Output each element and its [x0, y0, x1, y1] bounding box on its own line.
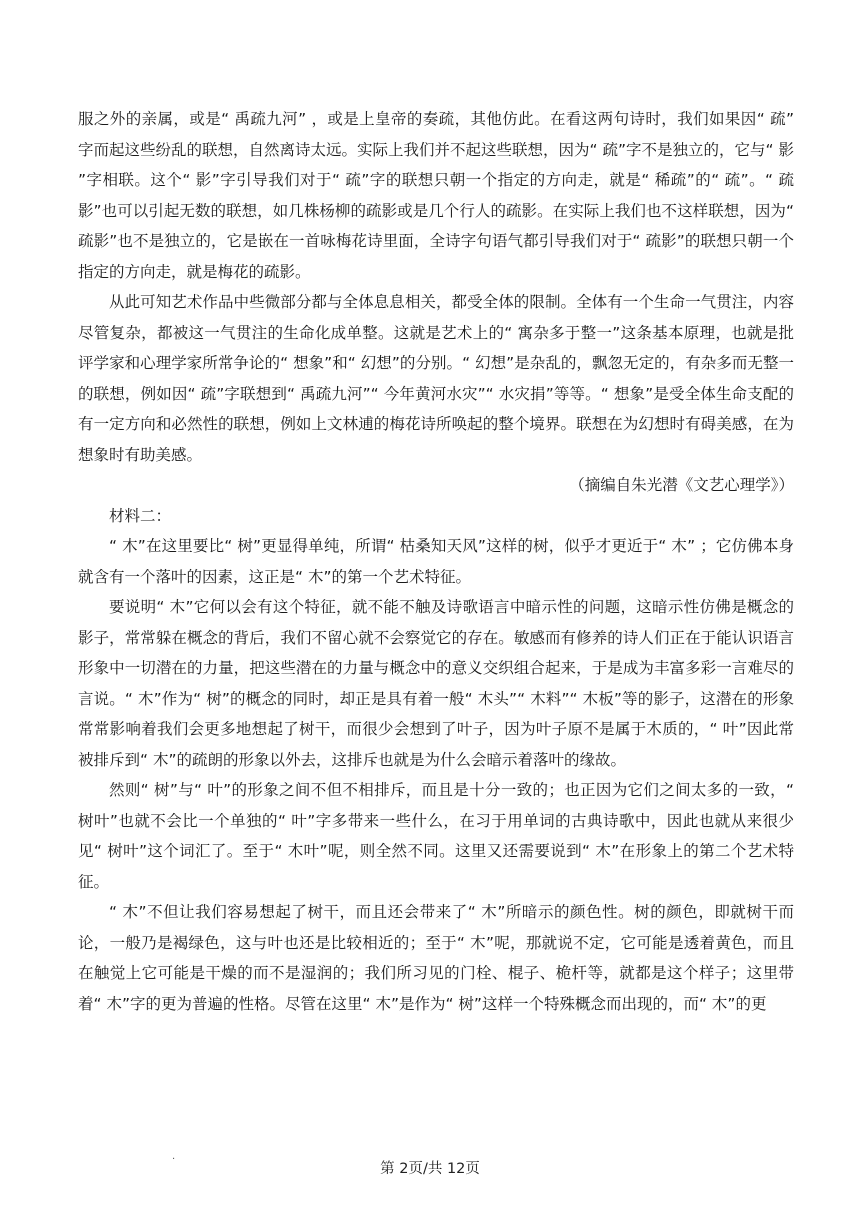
paragraph-4: 要说明“ 木”它何以会有这个特征，就不能不触及诗歌语言中暗示性的问题，这暗示性仿佛是概念的影子，常常躲在概念的背后，我们不留心就不会察觉它的存在。敏感而有修养的诗人们正在于能认识语言形象中一切潜在的力量，把这些潜在的力量与概念中的意义交织组合起来，于是成为丰富多彩一言难尽的言说。“ 木”作为“ 树”的概念的同时，却正是具有着一般“ 木头”“ 木料”“ 木板”等的影子，这潜在的形象常常影响着我们会更多地想起了树干，而很少会想到了叶子，因为叶子原不是属于木质的，“ 叶”因此常被排斥到“ 木”的疏朗的形象以外去，这排斥也就是为什么会暗示着落叶的缘故。 — [78, 598, 794, 769]
paragraph-6: “ 木”不但让我们容易想起了树干，而且还会带来了“ 木”所暗示的颜色性。树的颜色，即就树干而论，一般乃是褐绿色，这与叶也还是比较相近的；至于“ 木”呢，那就说不定，它可能是透着黄色，而且在触觉上它可能是干燥的而不是湿润的；我们所习见的门栓、棍子、桅杆等，就都是这个样子；这里带着“ 木”字的更为普遍的性格。尽管在这里“ 木”是作为“ 树”这样一个特殊概念而出现的，而“ 木”的更 — [78, 903, 794, 1013]
paragraph-5: 然则“ 树”与“ 叶”的形象之间不但不相排斥，而且是十分一致的；也正因为它们之间太多的一致，“ 树叶”也就不会比一个单独的“ 叶”字多带来一些什么，在习于用单词的古典诗歌中，因此也就从来很少见“ 树叶”这个词汇了。至于“ 木叶”呢，则全然不同。这里又还需要说到“ 木”在形象上的第二个艺术特征。 — [78, 781, 794, 891]
page-number: 第 2页/共 12页 — [380, 1161, 480, 1177]
document-body — [78, 104, 794, 1019]
source-citation: （摘编自朱光潜《文艺心理学》） — [569, 476, 794, 494]
paragraph-3: “ 木”在这里要比“ 树”更显得单纯，所谓“ 枯桑知天风”这样的树，似乎才更近于“ 木” ；它仿佛本身就含有一个落叶的因素，这正是“ 木”的第一个艺术特征。 — [78, 537, 794, 586]
paragraph-1: 服之外的亲属，或是“ 禹疏九河” ，或是上皇帝的奏疏，其他仿此。在看这两句诗时，我们如果因“ 疏” 字而起这些纷乱的联想，自然离诗太远。实际上我们并不起这些联想，因为“ 疏”字不是独立的，它与“ 影 ”字相联。这个“ 影”字引导我们对于“ 疏”字的联想只朝一个指定的方向走，就是“ 稀疏”的“ 疏”。“ 疏影”也可以引起无数的联想，如几株杨柳的疏影或是几个行人的疏影。在实际上我们也不这样联想，因为“ 疏影”也不是独立的，它是嵌在一首咏梅花诗里面，全诗字句语气都引导我们对于“ 疏影”的联想只朝一个指定的方向走，就是梅花的疏影。 — [78, 110, 794, 281]
material-label: 材料二： — [109, 506, 172, 525]
paragraph-2: 从此可知艺术作品中些微部分都与全体息息相关，都受全体的限制。全体有一个生命一气贯注，内容尽管复杂，都被这一气贯注的生命化成单整。这就是艺术上的“ 寓杂多于整一”这条基本原理，也就是批评学家和心理学家所常争论的“ 想象”和“ 幻想”的分别。“ 幻想”是杂乱的，飘忽无定的，有杂多而无整一的联想，例如因“ 疏”字联想到“ 禹疏九河”“ 今年黄河水灾”“ 水灾捐”等等。“ 想象”是受全体生命支配的有一定方向和必然性的联想，例如上文林逋的梅花诗所唤起的整个境界。联想在为幻想时有碍美感，在为想象时有助美感。 — [78, 293, 794, 464]
footer-dot: . — [172, 1151, 176, 1162]
